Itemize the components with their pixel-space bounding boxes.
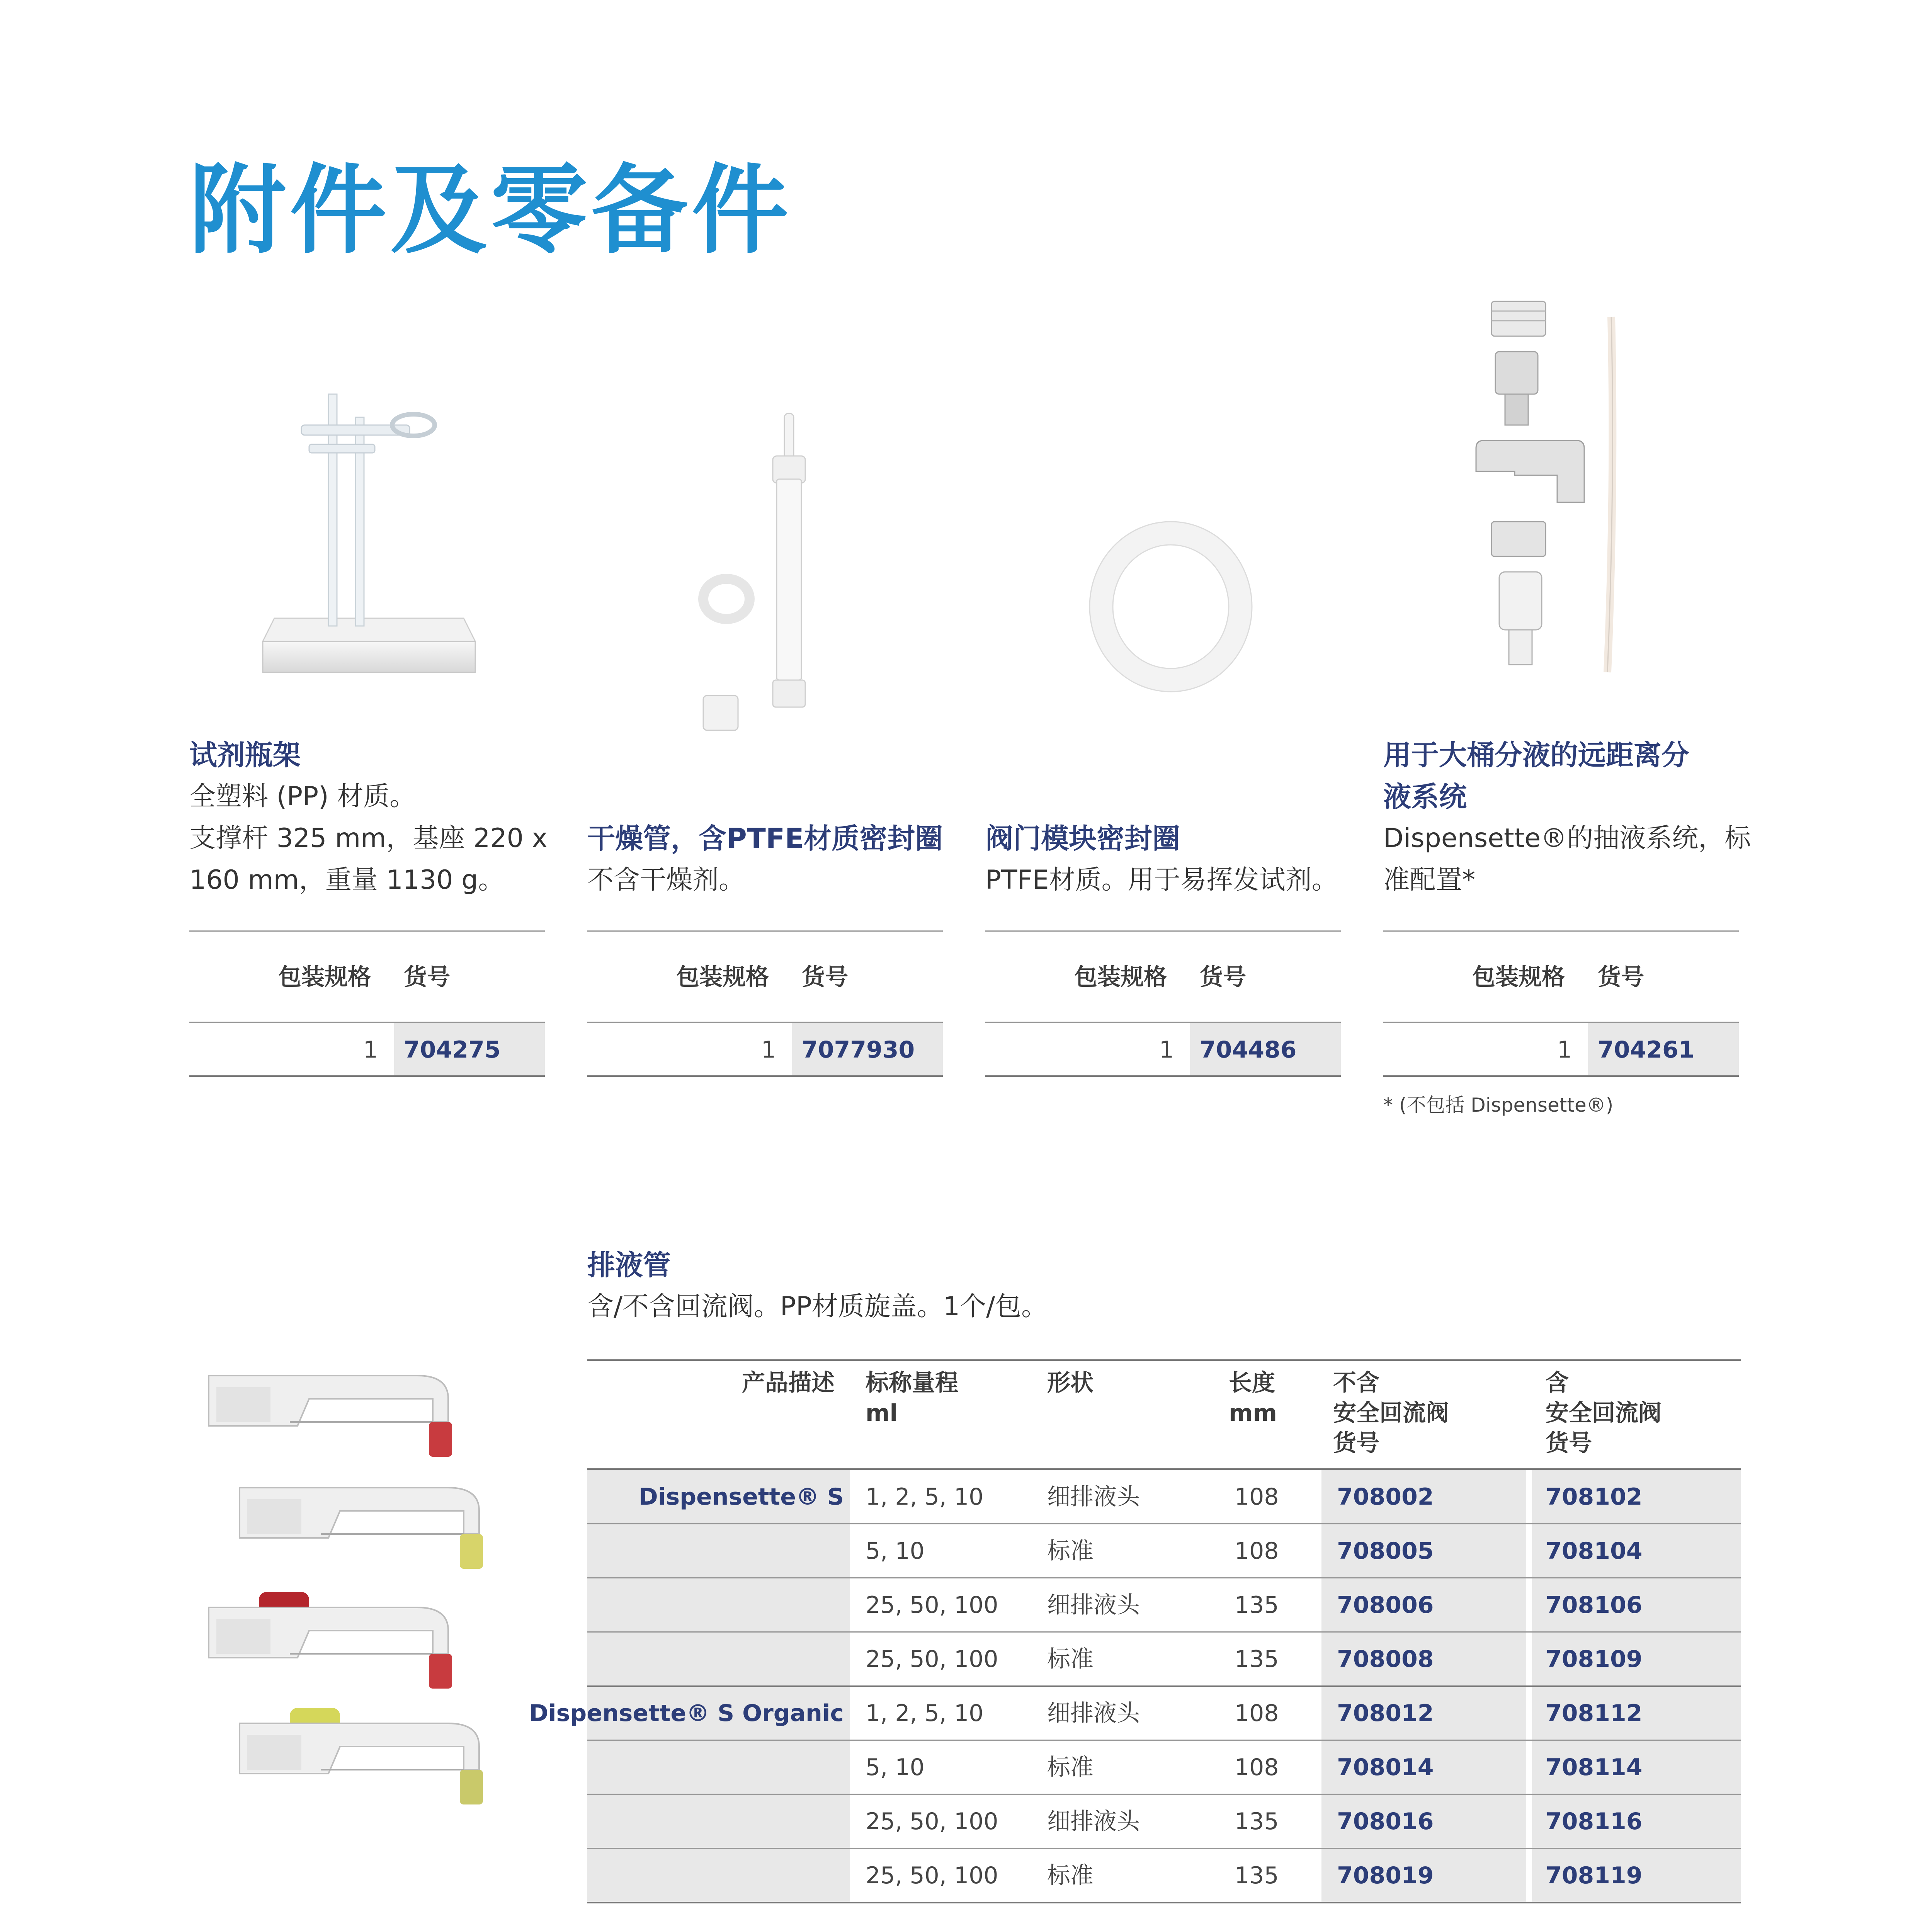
catalog-number: 704275 [404, 1036, 501, 1063]
catalog-number: 704486 [1200, 1036, 1297, 1063]
discharge-tubes-image [201, 1368, 518, 1878]
pack-header: 包装规格 [676, 964, 769, 991]
row-length: 135 [1235, 1862, 1279, 1889]
row-volume: 5, 10 [866, 1537, 925, 1565]
table-rule [1383, 930, 1739, 932]
row-rule [587, 1577, 1741, 1578]
pack-header: 包装规格 [1472, 964, 1565, 991]
table-rule [587, 1359, 1741, 1361]
row-cat-without: 708019 [1337, 1862, 1434, 1889]
row-volume: 5, 10 [866, 1754, 925, 1781]
row-cat-with: 708119 [1546, 1862, 1643, 1889]
product-title: 阀门模块密封圈 [985, 822, 1180, 855]
table-rule [189, 1075, 545, 1077]
row-rule [587, 1740, 1741, 1741]
row-cat-without: 708016 [1337, 1808, 1434, 1835]
col-header-with-valve: 货号 [1546, 1430, 1592, 1457]
col-header-without-valve: 货号 [1333, 1430, 1379, 1457]
catalog-header: 货号 [1200, 964, 1246, 991]
row-cat-without: 708006 [1337, 1592, 1434, 1619]
reagent-bottle-stand-image [247, 348, 487, 688]
pack-value: 1 [1159, 1036, 1174, 1063]
row-shape: 标准 [1047, 1862, 1093, 1889]
row-rule [587, 1685, 1741, 1687]
section-desc: 含/不含回流阀。PP材质旋盖。1个/包。 [587, 1291, 1048, 1322]
col-header-length-unit: mm [1229, 1400, 1277, 1427]
product-title: 试剂瓶架 [189, 739, 301, 771]
row-rule [587, 1794, 1741, 1795]
row-length: 135 [1235, 1808, 1279, 1835]
row-shape: 标准 [1047, 1646, 1093, 1673]
row-length: 135 [1235, 1646, 1279, 1673]
product-title: 干燥管，含PTFE材质密封圈 [587, 822, 943, 855]
drying-tube-image [688, 402, 850, 742]
row-volume: 25, 50, 100 [866, 1646, 998, 1673]
catalog-header: 货号 [1598, 964, 1644, 991]
row-volume: 25, 50, 100 [866, 1808, 998, 1835]
row-shape: 细排液头 [1047, 1808, 1140, 1835]
product-title: 液系统 [1383, 781, 1467, 813]
table-rule [587, 1075, 943, 1077]
table-rule [985, 1075, 1341, 1077]
row-cat-without: 708012 [1337, 1700, 1434, 1727]
row-length: 108 [1235, 1537, 1279, 1565]
row-volume: 25, 50, 100 [866, 1592, 998, 1619]
catalog-number: 704261 [1598, 1036, 1695, 1063]
pack-header: 包装规格 [278, 964, 371, 991]
row-shape: 细排液头 [1047, 1483, 1140, 1510]
table-rule [189, 930, 545, 932]
product-desc-line: 160 mm，重量 1130 g。 [189, 865, 505, 895]
row-cat-without: 708014 [1337, 1754, 1434, 1781]
catalog-header: 货号 [802, 964, 848, 991]
product-desc-line: 全塑料 (PP) 材质。 [189, 781, 416, 812]
section-title: 排液管 [587, 1249, 671, 1281]
col-header-vol: 标称量程 [866, 1369, 958, 1396]
product-desc-line: Dispensette®的抽液系统，标 [1383, 823, 1751, 854]
row-rule [587, 1523, 1741, 1524]
pack-value: 1 [363, 1036, 378, 1063]
row-cat-with: 708109 [1546, 1646, 1643, 1673]
row-volume: 25, 50, 100 [866, 1862, 998, 1889]
pack-header: 包装规格 [1074, 964, 1167, 991]
catalog-header: 货号 [404, 964, 450, 991]
col-header-with-valve: 安全回流阀 [1546, 1400, 1662, 1427]
product-desc-line: 不含干燥剂。 [587, 865, 745, 895]
row-shape: 细排液头 [1047, 1700, 1140, 1727]
col-header-length: 长度 [1229, 1369, 1275, 1396]
page-title: 附件及零备件 [189, 154, 792, 267]
row-desc: Dispensette® S [638, 1483, 844, 1510]
row-rule [587, 1848, 1741, 1849]
col-header-desc: 产品描述 [742, 1369, 835, 1396]
row-cat-with: 708116 [1546, 1808, 1643, 1835]
row-shape: 标准 [1047, 1754, 1093, 1781]
table-rule [1383, 1075, 1739, 1077]
row-volume: 1, 2, 5, 10 [866, 1700, 984, 1727]
pack-value: 1 [761, 1036, 776, 1063]
valve-seal-ring-image [1082, 518, 1260, 696]
row-desc: Dispensette® S Organic [529, 1700, 844, 1727]
row-cat-with: 708114 [1546, 1754, 1643, 1781]
col-header-without-valve: 不含 [1333, 1369, 1379, 1396]
row-shape: 标准 [1047, 1537, 1093, 1565]
table-rule [587, 930, 943, 932]
row-length: 108 [1235, 1754, 1279, 1781]
row-cat-without: 708008 [1337, 1646, 1434, 1673]
footnote: * (不包括 Dispensette®) [1383, 1094, 1614, 1116]
col-header-without-valve: 安全回流阀 [1333, 1400, 1449, 1427]
product-desc-line: 支撑杆 325 mm，基座 220 x [189, 823, 548, 854]
row-volume: 1, 2, 5, 10 [866, 1483, 984, 1510]
product-desc-line: 准配置* [1383, 865, 1476, 895]
remote-dispensing-system-image [1468, 294, 1662, 699]
row-length: 108 [1235, 1483, 1279, 1510]
row-shape: 细排液头 [1047, 1592, 1140, 1619]
row-length: 135 [1235, 1592, 1279, 1619]
col-header-shape: 形状 [1047, 1369, 1093, 1396]
col-header-with-valve: 含 [1546, 1369, 1569, 1396]
row-rule [587, 1631, 1741, 1633]
catalog-number: 7077930 [802, 1036, 915, 1063]
pack-value: 1 [1557, 1036, 1572, 1063]
table-rule [985, 930, 1341, 932]
product-title: 用于大桶分液的远距离分 [1383, 739, 1690, 771]
product-desc-line: PTFE材质。用于易挥发试剂。 [985, 865, 1338, 895]
row-cat-with: 708106 [1546, 1592, 1643, 1619]
row-cat-with: 708102 [1546, 1483, 1643, 1510]
row-cat-with: 708112 [1546, 1700, 1643, 1727]
row-length: 108 [1235, 1700, 1279, 1727]
col-header-vol-unit: ml [866, 1400, 898, 1427]
row-cat-without: 708005 [1337, 1537, 1434, 1565]
row-rule [587, 1902, 1741, 1903]
row-cat-with: 708104 [1546, 1537, 1643, 1565]
row-cat-without: 708002 [1337, 1483, 1434, 1510]
